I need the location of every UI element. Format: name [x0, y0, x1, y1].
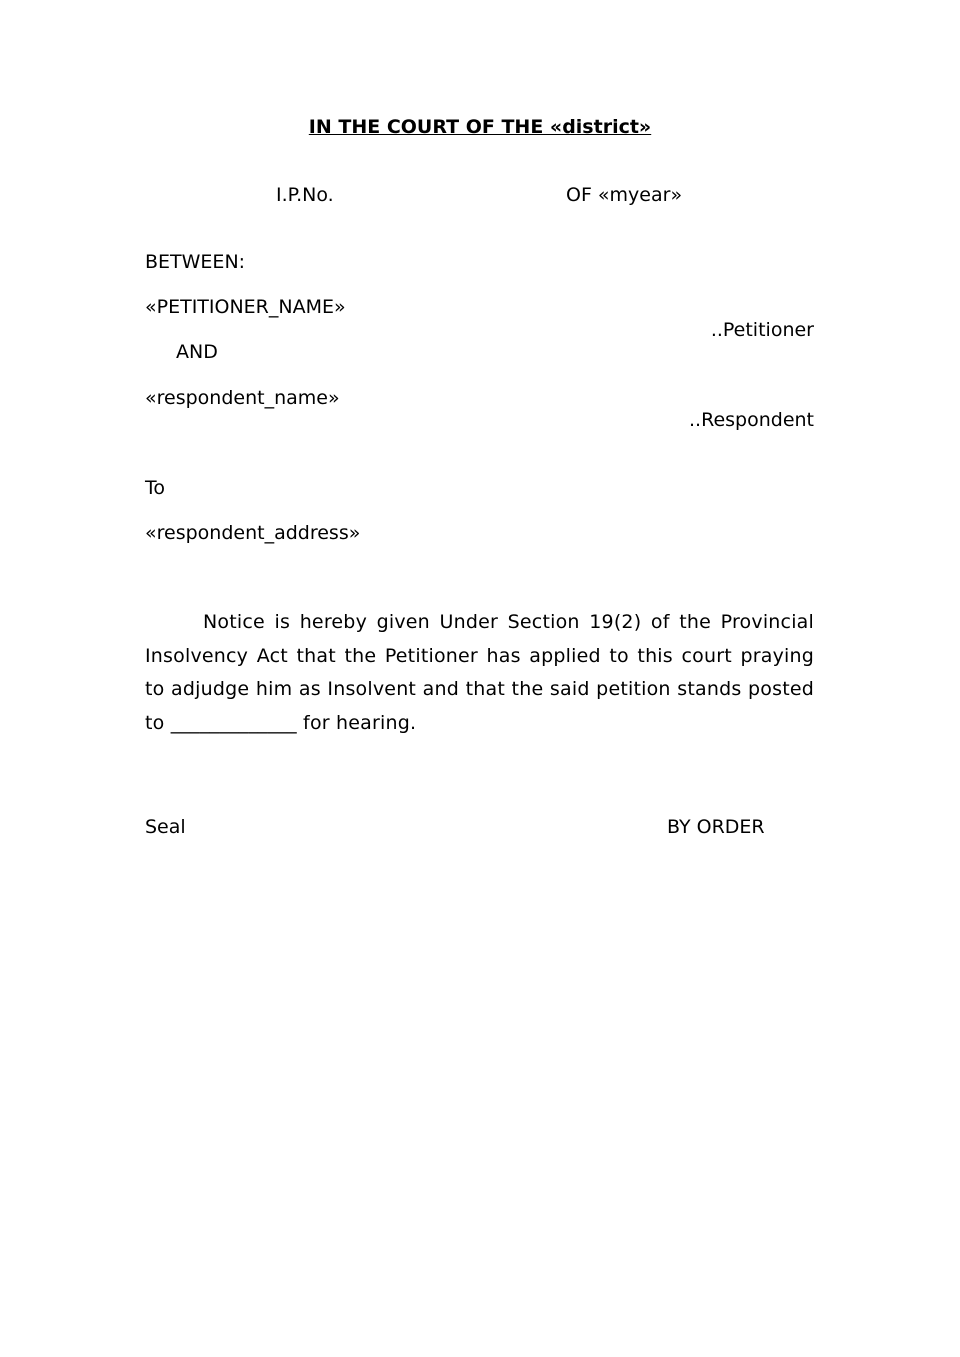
to-label: To — [145, 477, 166, 499]
between-label: BETWEEN: — [145, 251, 246, 273]
and-label: AND — [176, 341, 218, 363]
seal-label: Seal — [145, 816, 186, 838]
year-label: OF «myear» — [566, 184, 683, 206]
notice-paragraph: Notice is hereby given Under Section 19(2) of the Provincial Insolvency Act that the Petitioner has applied to this court praying to adjudge him as Insolvent and that the said petition stands posted to _____________ for hearing. — [145, 611, 814, 735]
respondent-address: «respondent_address» — [145, 522, 361, 544]
court-title: IN THE COURT OF THE «district» — [308, 116, 652, 138]
petitioner-name: «PETITIONER_NAME» — [145, 296, 346, 318]
respondent-name: «respondent_name» — [145, 387, 340, 409]
ip-number-label: I.P.No. — [276, 184, 334, 206]
respondent-role: ..Respondent — [689, 409, 814, 431]
petitioner-role: ..Petitioner — [710, 319, 814, 341]
by-order-label: BY ORDER — [667, 816, 765, 838]
